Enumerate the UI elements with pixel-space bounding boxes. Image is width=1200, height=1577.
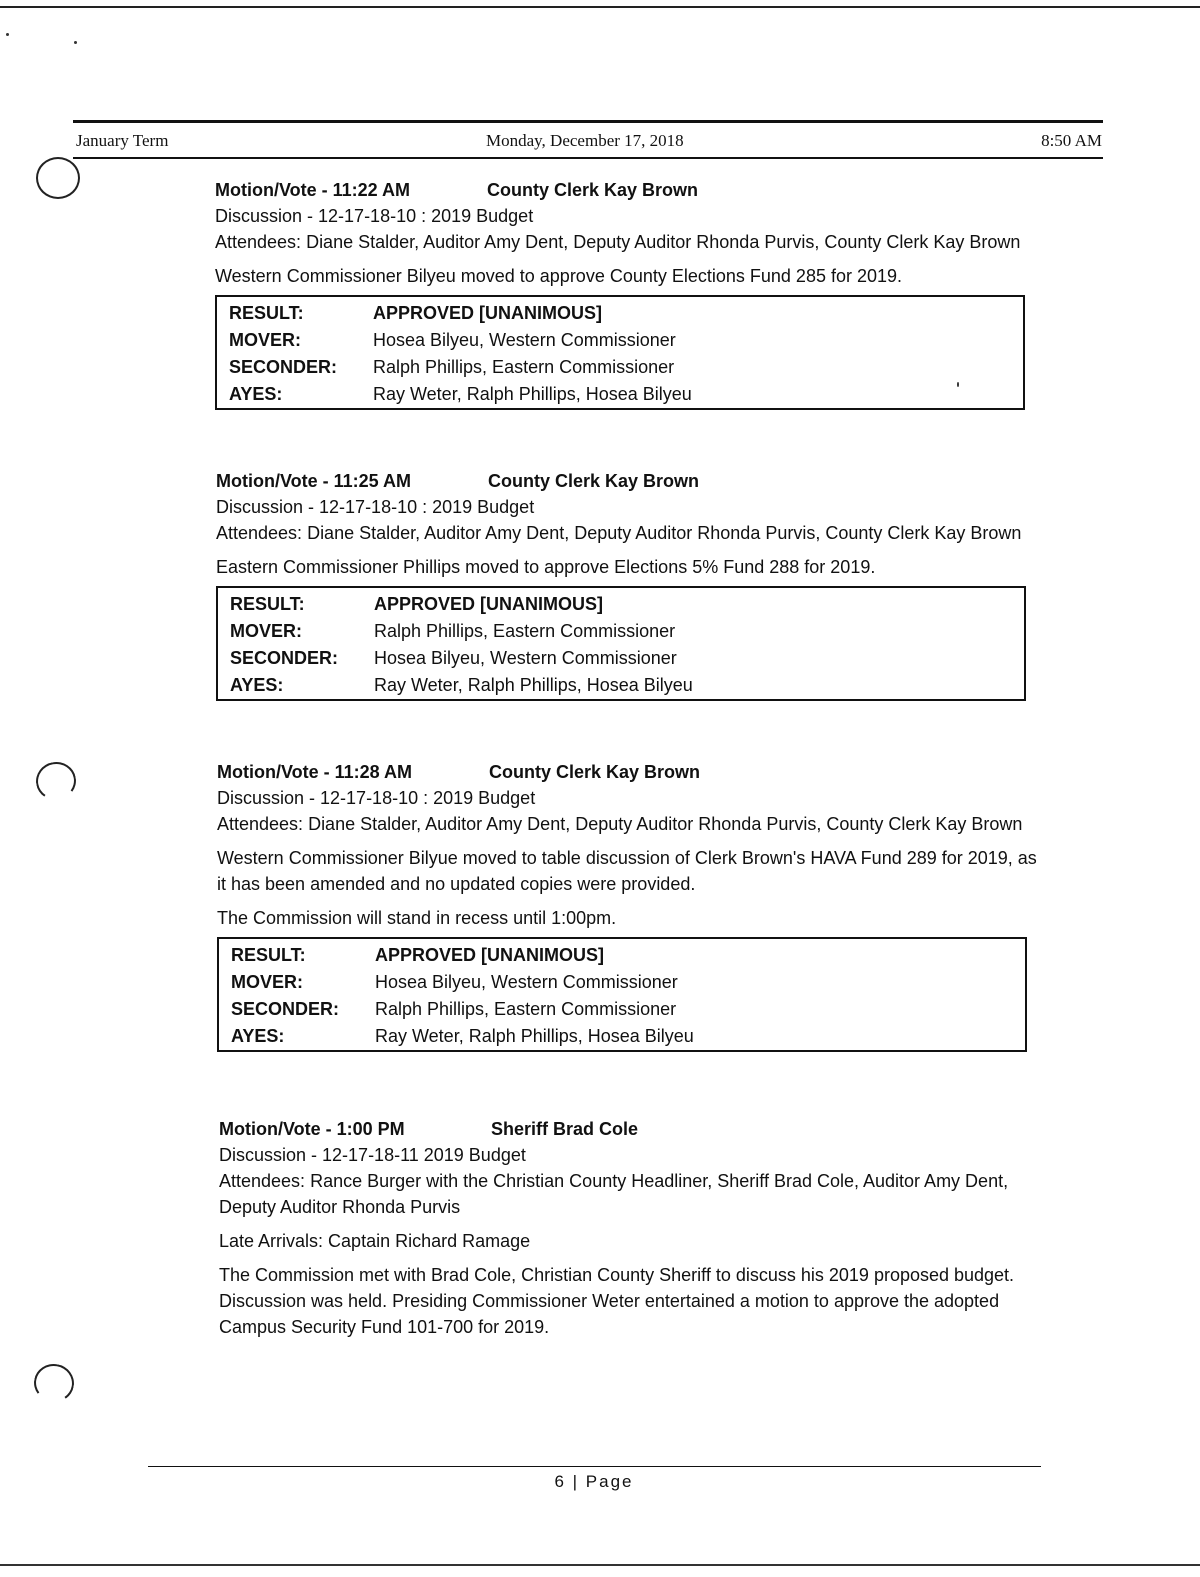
header-time: 8:50 AM bbox=[1041, 131, 1102, 150]
punch-hole-icon bbox=[31, 1361, 77, 1405]
discussion-line: Discussion - 12-17-18-10 : 2019 Budget bbox=[215, 206, 534, 226]
motion-section bbox=[216, 468, 1036, 701]
recess-text: The Commission will stand in recess until 1:00pm. bbox=[217, 908, 617, 928]
vote-row-seconder bbox=[219, 996, 1025, 1023]
motion-text: The Commission met with Brad Cole, Christian County Sheriff to discuss his 2019 proposed budget. Discussion was held. Presiding Commissioner Weter entertained a motion to approve the adopted Campus Security Fund 101-700 for 2019. bbox=[219, 1265, 1015, 1337]
header-term: January Term bbox=[76, 131, 169, 150]
discussion-line: Discussion - 12-17-18-10 : 2019 Budget bbox=[216, 497, 535, 517]
header-date: Monday, December 17, 2018 bbox=[486, 131, 684, 150]
motion-heading bbox=[215, 177, 1035, 203]
vote-row-result bbox=[218, 591, 1024, 618]
vote-row-ayes bbox=[219, 1023, 1025, 1050]
motion-time: Motion/Vote - 11:22 AM bbox=[215, 180, 411, 200]
motion-time: Motion/Vote - 11:25 AM bbox=[216, 471, 412, 491]
punch-hole-icon bbox=[36, 157, 80, 199]
motion-heading bbox=[219, 1116, 1039, 1142]
motion-presenter: County Clerk Kay Brown bbox=[489, 762, 701, 782]
vote-seconder: Hosea Bilyeu, Western Commissioner bbox=[374, 648, 677, 668]
attendees-line: Attendees: Rance Burger with the Christian County Headliner, Sheriff Brad Cole, Auditor Amy Dent, Deputy Auditor Rhonda Purvis bbox=[219, 1171, 1009, 1217]
discussion-line: Discussion - 12-17-18-11 2019 Budget bbox=[219, 1145, 526, 1165]
scan-edge-bottom bbox=[0, 1564, 1200, 1566]
motion-section bbox=[217, 759, 1037, 1052]
vote-row-result bbox=[217, 300, 1023, 327]
vote-label: RESULT: bbox=[230, 594, 305, 614]
motion-heading bbox=[217, 759, 1037, 785]
scan-speck bbox=[6, 33, 9, 36]
vote-mover: Hosea Bilyeu, Western Commissioner bbox=[375, 972, 678, 992]
vote-result: APPROVED [UNANIMOUS] bbox=[374, 594, 604, 614]
vote-label: SECONDER: bbox=[231, 999, 340, 1019]
attendees-line: Attendees: Diane Stalder, Auditor Amy Dent, Deputy Auditor Rhonda Purvis, County Clerk Kay Brown bbox=[217, 814, 1023, 834]
page-number: 6 | Page bbox=[554, 1472, 634, 1491]
vote-seconder: Ralph Phillips, Eastern Commissioner bbox=[375, 999, 677, 1019]
vote-label: AYES: bbox=[230, 675, 284, 695]
vote-label: SECONDER: bbox=[230, 648, 339, 668]
vote-label: AYES: bbox=[229, 384, 283, 404]
vote-mover: Hosea Bilyeu, Western Commissioner bbox=[373, 330, 676, 350]
motion-text: Western Commissioner Bilyeu moved to approve County Elections Fund 285 for 2019. bbox=[215, 266, 903, 286]
vote-label: SECONDER: bbox=[229, 357, 338, 377]
motion-presenter: Sheriff Brad Cole bbox=[491, 1119, 639, 1139]
vote-ayes: Ray Weter, Ralph Phillips, Hosea Bilyeu bbox=[374, 675, 693, 695]
motion-presenter: County Clerk Kay Brown bbox=[488, 471, 700, 491]
motion-time: Motion/Vote - 1:00 PM bbox=[219, 1119, 405, 1139]
motion-time: Motion/Vote - 11:28 AM bbox=[217, 762, 413, 782]
punch-hole-icon bbox=[33, 759, 79, 803]
vote-label: RESULT: bbox=[231, 945, 306, 965]
vote-row-mover bbox=[217, 327, 1023, 354]
vote-label: RESULT: bbox=[229, 303, 304, 323]
vote-mover: Ralph Phillips, Eastern Commissioner bbox=[374, 621, 676, 641]
late-arrivals-line: Late Arrivals: Captain Richard Ramage bbox=[219, 1231, 531, 1251]
attendees-line: Attendees: Diane Stalder, Auditor Amy Dent, Deputy Auditor Rhonda Purvis, County Clerk Kay Brown bbox=[216, 523, 1022, 543]
motion-heading bbox=[216, 468, 1036, 494]
scan-speck bbox=[74, 41, 77, 44]
motion-section bbox=[215, 177, 1035, 410]
vote-seconder: Ralph Phillips, Eastern Commissioner bbox=[373, 357, 675, 377]
vote-row-result bbox=[219, 942, 1025, 969]
motion-section bbox=[219, 1116, 1039, 1340]
motion-text: Eastern Commissioner Phillips moved to approve Elections 5% Fund 288 for 2019. bbox=[216, 557, 876, 577]
vote-row-mover bbox=[219, 969, 1025, 996]
vote-row-ayes bbox=[218, 672, 1024, 699]
vote-label: AYES: bbox=[231, 1026, 285, 1046]
vote-row-seconder bbox=[218, 645, 1024, 672]
discussion-line: Discussion - 12-17-18-10 : 2019 Budget bbox=[217, 788, 536, 808]
vote-ayes: Ray Weter, Ralph Phillips, Hosea Bilyeu bbox=[373, 384, 692, 404]
vote-ayes: Ray Weter, Ralph Phillips, Hosea Bilyeu bbox=[375, 1026, 694, 1046]
motion-presenter: County Clerk Kay Brown bbox=[487, 180, 699, 200]
footer-rule bbox=[148, 1466, 1041, 1467]
vote-row-seconder bbox=[217, 354, 1023, 381]
vote-result: APPROVED [UNANIMOUS] bbox=[375, 945, 605, 965]
vote-table bbox=[217, 937, 1027, 1052]
header-rule bbox=[73, 157, 1103, 159]
vote-result: APPROVED [UNANIMOUS] bbox=[373, 303, 603, 323]
attendees-line: Attendees: Diane Stalder, Auditor Amy Dent, Deputy Auditor Rhonda Purvis, County Clerk Kay Brown bbox=[215, 232, 1021, 252]
scan-edge-top bbox=[0, 6, 1200, 8]
vote-table bbox=[216, 586, 1026, 701]
vote-label: MOVER: bbox=[229, 330, 301, 350]
vote-label: MOVER: bbox=[231, 972, 303, 992]
vote-row-ayes bbox=[217, 381, 1023, 408]
vote-table bbox=[215, 295, 1025, 410]
motion-text: Western Commissioner Bilyue moved to table discussion of Clerk Brown's HAVA Fund 289 for 2019, as it has been amended and no updated copies were provided. bbox=[217, 848, 1037, 894]
vote-label: MOVER: bbox=[230, 621, 302, 641]
vote-row-mover bbox=[218, 618, 1024, 645]
header-rule bbox=[73, 120, 1103, 123]
